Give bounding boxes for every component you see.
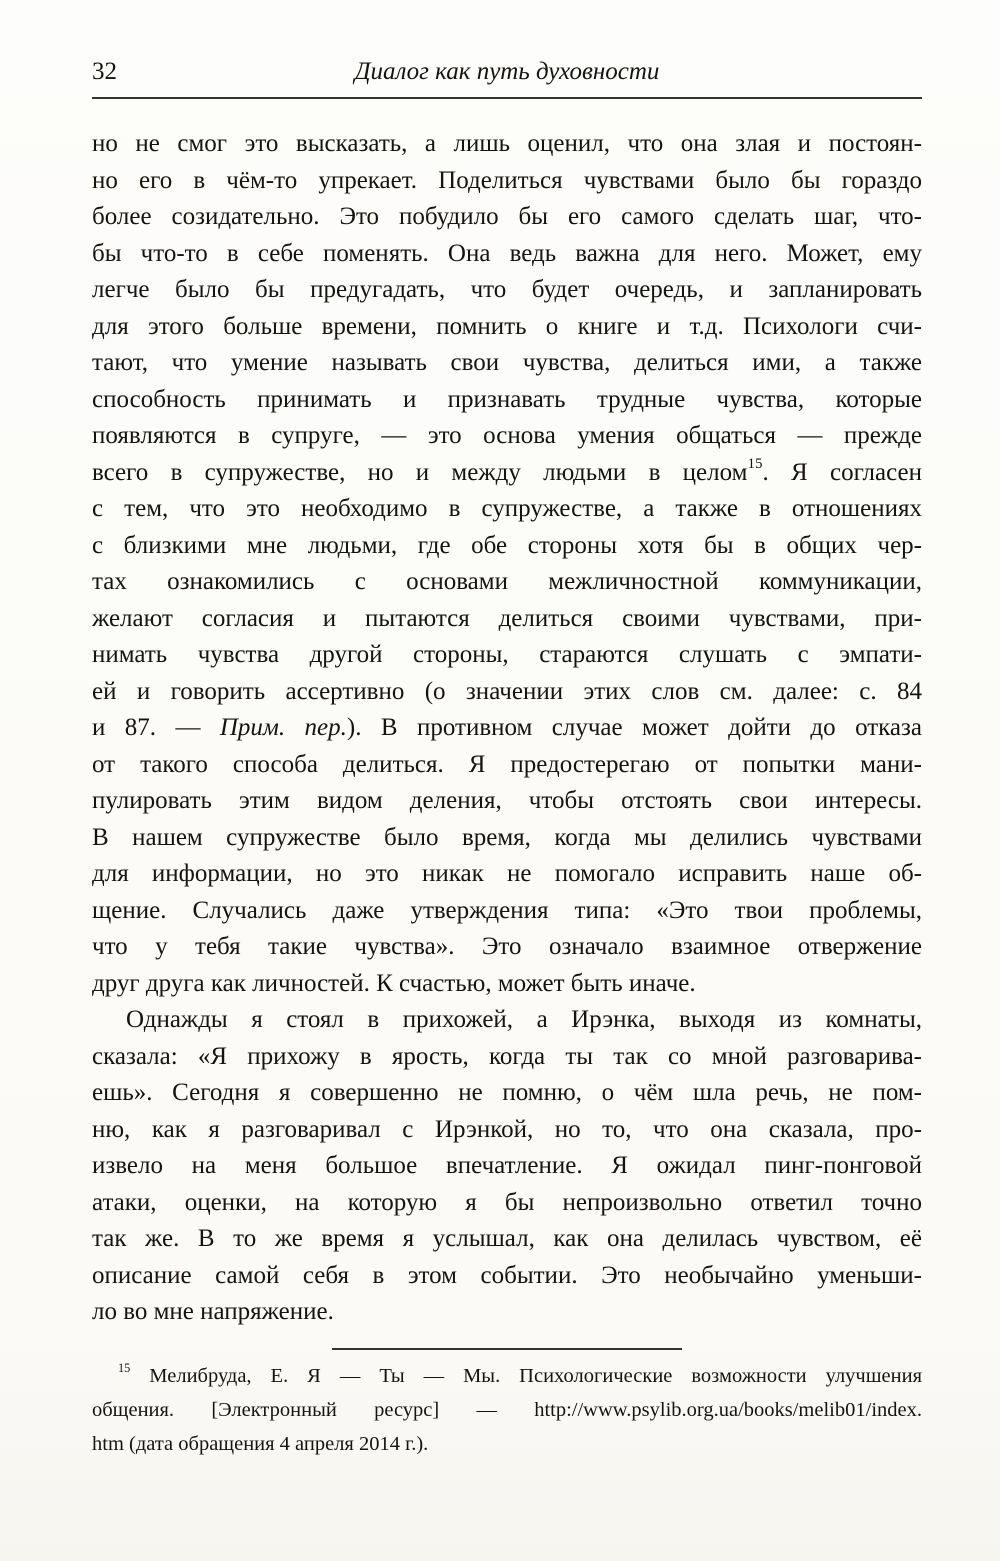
text-segment: с тем, что это необходимо в супружестве, а также в отношениях [92,495,922,522]
text-segment: сказала: «Я прихожу в ярость, когда ты так со мной разговарива- [92,1042,922,1070]
text-line [92,601,922,638]
paragraph [92,126,922,1002]
text-line [92,1359,922,1393]
text-segment: тают, что умение называть свои чувства, делиться ими, а также [92,349,922,376]
text-line [92,455,922,492]
text-line [92,528,922,565]
text-line [92,1427,922,1461]
text-segment: пулировать этим видом деления, чтобы отстоять свои интересы. [92,787,922,814]
text-line [92,126,922,163]
text-line [92,1258,922,1295]
header-rule [92,97,922,99]
text-segment: бы что-то в себе поменять. Она ведь важна для него. Может, ему [92,239,922,267]
text-segment: способность принимать и признавать трудные чувства, которые [92,385,922,413]
text-segment: друг друга как личностей. К счастью, может быть иначе. [92,969,696,997]
page-header [92,58,922,92]
text-line [92,1002,922,1039]
text-segment: нимать чувства другой стороны, стараются слушать с эмпати- [92,641,922,668]
text-segment: легче было бы предугадать, что будет очередь, и запланировать [92,276,922,303]
text-line [92,820,922,857]
body-text [92,126,922,1331]
text-line [92,929,922,966]
text-line [92,783,922,820]
text-segment: для этого больше времени, помнить о книге и т.д. Психологи счи- [92,312,922,340]
text-line [92,491,922,528]
text-segment: извело на меня большое впечатление. Я ожидал пинг-понговой [92,1152,922,1179]
text-segment: общения. [Электронный ресурс] — http://www.psylib.org.ua/books/melib01/index. [92,1398,922,1421]
text-segment: . Я согласен [762,458,922,486]
text-segment: так же. В то же время я услышал, как она делилась чувством, её [92,1225,922,1252]
text-line [92,674,922,711]
text-line [92,382,922,419]
superscript-marker: 15 [747,455,763,472]
text-line [92,1148,922,1185]
text-line [92,1294,922,1331]
superscript-marker: 15 [118,1360,131,1375]
text-segment: Мелибруда, Е. Я — Ты — Мы. Психологические возможности улучшения [130,1364,922,1387]
text-line [92,637,922,674]
text-line [92,1075,922,1112]
running-header-title: Диалог как путь духовности [354,58,660,85]
text-segment: ей и говорить ассертивно (о значении этих слов см. далее: с. 84 [92,677,922,705]
text-line [92,710,922,747]
text-segment: атаки, оценки, на которую я бы непроизвольно ответил точно [92,1188,922,1216]
text-line [92,309,922,346]
text-line [92,1039,922,1076]
text-line [92,966,922,1003]
text-segment: htm (дата обращения 4 апреля 2014 г.). [92,1432,429,1455]
text-segment: ешь». Сегодня я совершенно не помню, о чём шла речь, не пом- [92,1079,922,1106]
text-segment: что у тебя такие чувства». Это означало взаимное отвержение [92,933,922,960]
text-segment: для информации, но это никак не помогало исправить наше об- [92,860,922,887]
text-segment: описание самой себя в этом событии. Это необычайно уменьши- [92,1261,922,1289]
text-line [92,236,922,273]
text-line [92,564,922,601]
text-line [92,1221,922,1258]
text-segment: и 87. — [92,714,220,741]
text-segment: более созидательно. Это побудило бы его самого сделать шаг, что- [92,203,922,230]
text-line [92,163,922,200]
text-line [92,418,922,455]
text-segment: появляются в супруге, — это основа умения общаться — прежде [92,422,922,449]
text-segment: Однажды я стоял в прихожей, а Ирэнка, выходя из комнаты, [126,1006,922,1033]
text-segment: но не смог это высказать, а лишь оценил, что она злая и постоян- [92,130,922,157]
text-line [92,272,922,309]
text-line [92,856,922,893]
text-segment: тах ознакомились с основами межличностной коммуникации, [92,568,922,595]
text-segment: ло во мне напряжение. [92,1298,334,1325]
footnote-rule [332,1348,682,1350]
text-segment: В нашем супружестве было время, когда мы делились чувствами [92,823,922,851]
text-line [92,345,922,382]
paragraph [92,1002,922,1331]
text-segment: но его в чём-то упрекает. Поделиться чувствами было бы гораздо [92,166,922,194]
text-segment: ню, как я разговаривал с Ирэнкой, но то, что она сказала, про- [92,1115,922,1143]
text-segment: щение. Случались даже утверждения типа: «Это твои проблемы, [92,896,922,924]
text-line [92,747,922,784]
text-segment: с близкими мне людьми, где обе стороны хотя бы в общих чер- [92,531,922,559]
text-line [92,893,922,930]
text-segment: всего в супружестве, но и между людьми в целом [92,458,748,486]
page-number: 32 [92,58,117,85]
text-segment: от такого способа делиться. Я предостерегаю от попытки мани- [92,750,922,778]
text-line [92,199,922,236]
text-segment: ). В противном случае может дойти до отказа [346,714,922,741]
text-line [92,1185,922,1222]
text-line [92,1393,922,1427]
text-segment: желают согласия и пытаются делиться своими чувствами, при- [92,604,922,632]
text-segment: Прим. пер. [219,714,347,741]
text-line [92,1112,922,1149]
footnote [92,1359,922,1461]
